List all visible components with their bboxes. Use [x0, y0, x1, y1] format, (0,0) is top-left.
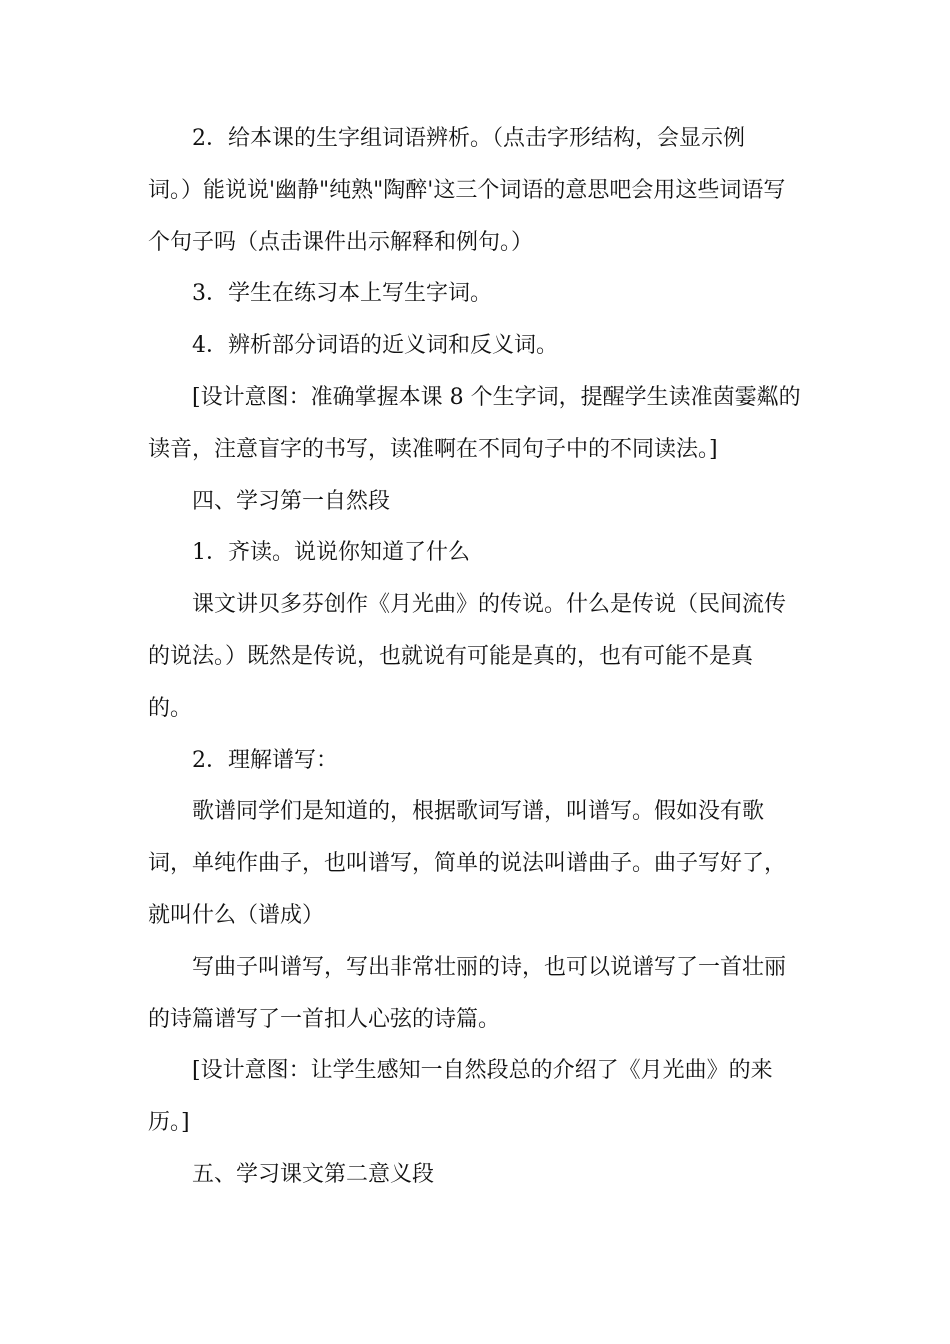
text-line: [设计意图：准确掌握本课 8 个生字词，提醒学生读准茵霎粼的	[192, 384, 801, 410]
text-line: 课文讲贝多芬创作《月光曲》的传说。什么是传说（民间流传	[192, 592, 787, 618]
document-body	[148, 113, 808, 1201]
text-line: 就叫什么（谱成）	[148, 902, 325, 928]
text-line: 五、学习课文第二意义段	[192, 1161, 435, 1187]
text-line: 1．齐读。说说你知道了什么	[192, 540, 470, 566]
text-line: 2．理解谱写：	[192, 747, 338, 773]
text-line: 4．辨析部分词语的近义词和反义词。	[192, 333, 558, 359]
text-line: 3．学生在练习本上写生字词。	[192, 281, 492, 307]
text-line: 2．给本课的生字组词语辨析。（点击字形结构，会显示例	[192, 126, 745, 151]
text-line: 的诗篇谱写了一首扣人心弦的诗篇。	[148, 1006, 501, 1032]
paragraph-compose-poem	[148, 942, 808, 1046]
section-heading-4	[148, 476, 808, 528]
text-line: 个句子吗（点击课件出示解释和例句。）	[148, 229, 534, 255]
design-intent-paragraph-2	[148, 1045, 808, 1149]
paragraph-song-score	[148, 786, 808, 941]
text-line: 词，单纯作曲子，也叫谱写，简单的说法叫谱曲子。曲子写好了，	[148, 851, 787, 877]
paragraph-item-3	[148, 268, 808, 320]
paragraph-legend	[148, 579, 808, 734]
text-line: [设计意图：让学生感知一自然段总的介绍了《月光曲》的来	[192, 1058, 773, 1084]
text-line: 的说法。）既然是传说，也就说有可能是真的，也有可能不是真	[148, 643, 754, 669]
text-line: 歌谱同学们是知道的，根据歌词写谱，叫谱写。假如没有歌	[192, 799, 765, 825]
text-line: 读音，注意盲字的书写，读准啊在不同句子中的不同读法。]	[148, 436, 718, 462]
paragraph-item-2	[148, 113, 808, 268]
text-line: 词。）能说说'幽静"纯熟"陶醉'这三个词语的意思吧会用这些词语写	[148, 177, 786, 203]
section-heading-5	[148, 1149, 808, 1201]
paragraph-understand-compose	[148, 735, 808, 787]
text-line: 的。	[148, 695, 193, 721]
paragraph-read-aloud	[148, 527, 808, 579]
design-intent-paragraph-1	[148, 372, 808, 476]
text-line: 四、学习第一自然段	[192, 488, 391, 514]
paragraph-item-4	[148, 320, 808, 372]
text-line: 写曲子叫谱写，写出非常壮丽的诗，也可以说谱写了一首壮丽	[192, 954, 787, 980]
text-line: 历。]	[148, 1110, 190, 1136]
